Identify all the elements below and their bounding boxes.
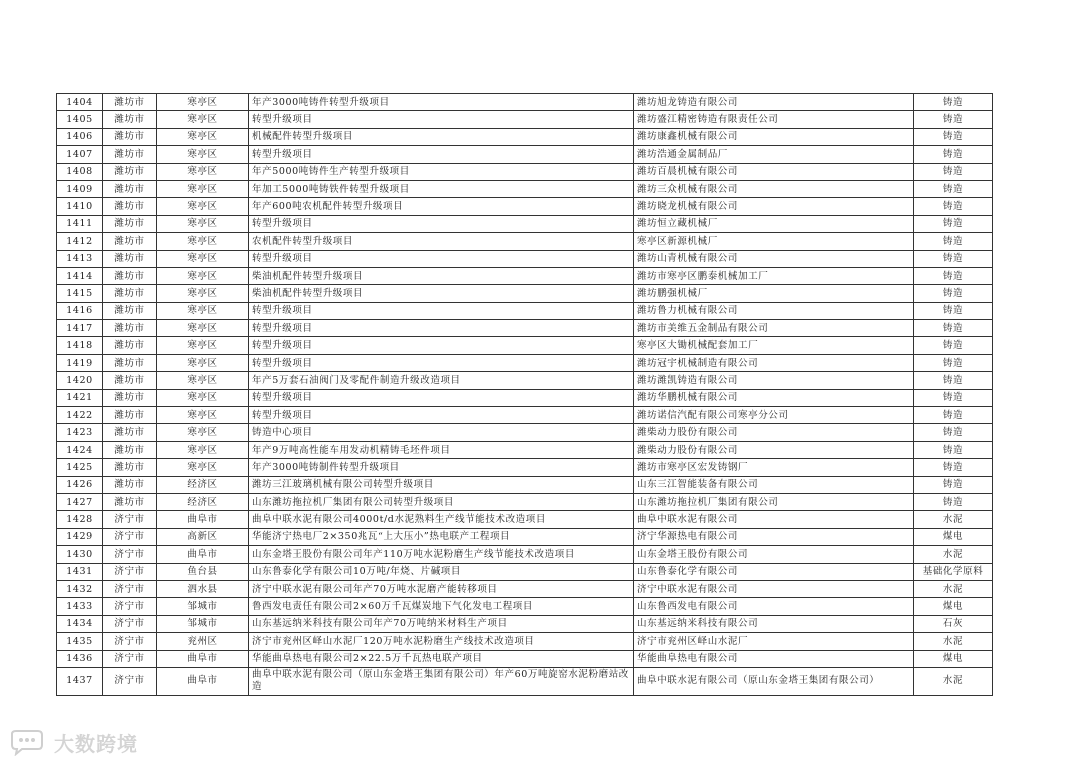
table-row	[57, 215, 993, 232]
city-cell: 济宁市	[103, 615, 157, 632]
district-cell: 寒亭区	[157, 424, 249, 441]
industry-cell: 铸造	[914, 337, 993, 354]
row-number: 1408	[57, 163, 103, 180]
district-cell: 寒亭区	[157, 250, 249, 267]
company-name-cell: 潍坊市寒亭区宏发铸钢厂	[634, 459, 914, 476]
company-name-cell: 济宁华源热电有限公司	[634, 528, 914, 545]
project-name-cell: 山东金塔王股份有限公司年产110万吨水泥粉磨生产线节能技术改造项目	[249, 546, 634, 563]
project-name-cell: 转型升级项目	[249, 146, 634, 163]
district-cell: 鱼台县	[157, 563, 249, 580]
city-cell: 潍坊市	[103, 493, 157, 510]
company-name-cell: 山东鲁西发电有限公司	[634, 598, 914, 615]
city-cell: 济宁市	[103, 511, 157, 528]
industry-cell: 铸造	[914, 250, 993, 267]
table-row	[57, 563, 993, 580]
row-number: 1423	[57, 424, 103, 441]
industry-cell: 铸造	[914, 285, 993, 302]
project-name-cell: 鲁西发电责任有限公司2×60万千瓦煤炭地下气化发电工程项目	[249, 598, 634, 615]
district-cell: 寒亭区	[157, 407, 249, 424]
project-name-cell: 铸造中心项目	[249, 424, 634, 441]
project-name-cell: 山东鲁泰化学有限公司10万吨/年烧、片碱项目	[249, 563, 634, 580]
city-cell: 济宁市	[103, 546, 157, 563]
table-row	[57, 598, 993, 615]
table-row	[57, 250, 993, 267]
project-name-cell: 转型升级项目	[249, 250, 634, 267]
company-name-cell: 潍坊三众机械有限公司	[634, 180, 914, 197]
industry-cell: 铸造	[914, 233, 993, 250]
city-cell: 潍坊市	[103, 128, 157, 145]
project-name-cell: 年产5000吨铸件生产转型升级项目	[249, 163, 634, 180]
industry-cell: 水泥	[914, 511, 993, 528]
row-number: 1420	[57, 372, 103, 389]
district-cell: 寒亭区	[157, 372, 249, 389]
table-row	[57, 528, 993, 545]
city-cell: 潍坊市	[103, 389, 157, 406]
table-row	[57, 459, 993, 476]
row-number: 1428	[57, 511, 103, 528]
row-number: 1405	[57, 111, 103, 128]
district-cell: 寒亭区	[157, 146, 249, 163]
table-row	[57, 146, 993, 163]
city-cell: 潍坊市	[103, 215, 157, 232]
project-name-cell: 山东基远纳米科技有限公司年产70万吨纳米材料生产项目	[249, 615, 634, 632]
table-row	[57, 650, 993, 667]
industry-cell: 铸造	[914, 163, 993, 180]
district-cell: 曲阜市	[157, 667, 249, 695]
district-cell: 寒亭区	[157, 267, 249, 284]
industry-cell: 铸造	[914, 198, 993, 215]
project-name-cell: 华能曲阜热电有限公司2×22.5万千瓦热电联产项目	[249, 650, 634, 667]
city-cell: 济宁市	[103, 528, 157, 545]
row-number: 1427	[57, 493, 103, 510]
table-row	[57, 180, 993, 197]
city-cell: 潍坊市	[103, 285, 157, 302]
city-cell: 济宁市	[103, 650, 157, 667]
row-number: 1410	[57, 198, 103, 215]
company-name-cell: 潍坊华鹏机械有限公司	[634, 389, 914, 406]
speech-bubble-logo-icon	[8, 730, 48, 756]
industry-cell: 水泥	[914, 633, 993, 650]
company-name-cell: 潍坊潍凯铸造有限公司	[634, 372, 914, 389]
project-name-cell: 潍坊三江玻璃机械有限公司转型升级项目	[249, 476, 634, 493]
industry-cell: 煤电	[914, 650, 993, 667]
watermark	[8, 728, 138, 757]
city-cell: 济宁市	[103, 580, 157, 597]
industry-cell: 煤电	[914, 528, 993, 545]
district-cell: 寒亭区	[157, 354, 249, 371]
row-number: 1426	[57, 476, 103, 493]
company-name-cell: 山东金塔王股份有限公司	[634, 546, 914, 563]
project-name-cell: 柴油机配件转型升级项目	[249, 285, 634, 302]
city-cell: 潍坊市	[103, 163, 157, 180]
table-row	[57, 128, 993, 145]
row-number: 1412	[57, 233, 103, 250]
company-name-cell: 济宁市兖州区峄山水泥厂	[634, 633, 914, 650]
project-name-cell: 转型升级项目	[249, 215, 634, 232]
row-number: 1436	[57, 650, 103, 667]
company-name-cell: 潍坊鲁力机械有限公司	[634, 302, 914, 319]
project-name-cell: 年产3000吨铸制件转型升级项目	[249, 459, 634, 476]
city-cell: 潍坊市	[103, 337, 157, 354]
row-number: 1406	[57, 128, 103, 145]
project-name-cell: 济宁中联水泥有限公司年产70万吨水泥磨产能转移项目	[249, 580, 634, 597]
city-cell: 潍坊市	[103, 320, 157, 337]
table-row	[57, 441, 993, 458]
city-cell: 潍坊市	[103, 459, 157, 476]
row-number: 1419	[57, 354, 103, 371]
district-cell: 邹城市	[157, 615, 249, 632]
district-cell: 寒亭区	[157, 337, 249, 354]
project-name-cell: 转型升级项目	[249, 302, 634, 319]
district-cell: 寒亭区	[157, 198, 249, 215]
industry-cell: 铸造	[914, 128, 993, 145]
industry-cell: 铸造	[914, 146, 993, 163]
project-name-cell: 柴油机配件转型升级项目	[249, 267, 634, 284]
industry-cell: 铸造	[914, 476, 993, 493]
row-number: 1432	[57, 580, 103, 597]
table-row	[57, 337, 993, 354]
company-name-cell: 寒亭区新源机械厂	[634, 233, 914, 250]
industry-cell: 铸造	[914, 180, 993, 197]
project-table	[56, 93, 993, 696]
project-name-cell: 年加工5000吨铸铁件转型升级项目	[249, 180, 634, 197]
row-number: 1407	[57, 146, 103, 163]
row-number: 1429	[57, 528, 103, 545]
company-name-cell: 潍坊市美维五金制品有限公司	[634, 320, 914, 337]
industry-cell: 铸造	[914, 94, 993, 111]
table-row	[57, 285, 993, 302]
company-name-cell: 华能曲阜热电有限公司	[634, 650, 914, 667]
project-name-cell: 曲阜中联水泥有限公司4000t/d水泥熟料生产线节能技术改造项目	[249, 511, 634, 528]
table-row	[57, 511, 993, 528]
table-row	[57, 198, 993, 215]
industry-cell: 铸造	[914, 320, 993, 337]
city-cell: 济宁市	[103, 667, 157, 695]
project-name-cell: 转型升级项目	[249, 407, 634, 424]
company-name-cell: 潍坊山青机械有限公司	[634, 250, 914, 267]
company-name-cell: 山东鲁泰化学有限公司	[634, 563, 914, 580]
city-cell: 济宁市	[103, 563, 157, 580]
industry-cell: 煤电	[914, 598, 993, 615]
company-name-cell: 山东三江智能装备有限公司	[634, 476, 914, 493]
row-number: 1422	[57, 407, 103, 424]
city-cell: 济宁市	[103, 633, 157, 650]
row-number: 1425	[57, 459, 103, 476]
industry-cell: 铸造	[914, 424, 993, 441]
city-cell: 潍坊市	[103, 372, 157, 389]
company-name-cell: 潍坊浩通金属制品厂	[634, 146, 914, 163]
table-row	[57, 407, 993, 424]
company-name-cell: 山东潍坊拖拉机厂集团有限公司	[634, 493, 914, 510]
industry-cell: 铸造	[914, 267, 993, 284]
district-cell: 寒亭区	[157, 285, 249, 302]
city-cell: 潍坊市	[103, 198, 157, 215]
company-name-cell: 潍柴动力股份有限公司	[634, 441, 914, 458]
project-name-cell: 山东潍坊拖拉机厂集团有限公司转型升级项目	[249, 493, 634, 510]
company-name-cell: 潍坊百晨机械有限公司	[634, 163, 914, 180]
project-name-cell: 华能济宁热电厂2×350兆瓦“上大压小”热电联产工程项目	[249, 528, 634, 545]
district-cell: 经济区	[157, 476, 249, 493]
industry-cell: 铸造	[914, 389, 993, 406]
district-cell: 泗水县	[157, 580, 249, 597]
company-name-cell: 济宁中联水泥有限公司	[634, 580, 914, 597]
district-cell: 曲阜市	[157, 511, 249, 528]
project-name-cell: 转型升级项目	[249, 337, 634, 354]
company-name-cell: 潍坊鹏强机械厂	[634, 285, 914, 302]
row-number: 1409	[57, 180, 103, 197]
table-row	[57, 233, 993, 250]
company-name-cell: 曲阜中联水泥有限公司	[634, 511, 914, 528]
row-number: 1414	[57, 267, 103, 284]
row-number: 1435	[57, 633, 103, 650]
industry-cell: 水泥	[914, 546, 993, 563]
project-name-cell: 年产9万吨高性能车用发动机精铸毛坯件项目	[249, 441, 634, 458]
district-cell: 寒亭区	[157, 111, 249, 128]
company-name-cell: 潍坊盛江精密铸造有限责任公司	[634, 111, 914, 128]
project-name-cell: 年产3000吨铸件转型升级项目	[249, 94, 634, 111]
city-cell: 潍坊市	[103, 267, 157, 284]
project-name-cell: 曲阜中联水泥有限公司（原山东金塔王集团有限公司）年产60万吨旋窑水泥粉磨站改造	[249, 667, 634, 695]
row-number: 1418	[57, 337, 103, 354]
industry-cell: 水泥	[914, 580, 993, 597]
company-name-cell: 潍坊晓龙机械有限公司	[634, 198, 914, 215]
row-number: 1416	[57, 302, 103, 319]
city-cell: 潍坊市	[103, 424, 157, 441]
project-name-cell: 年产5万套石油阀门及零配件制造升级改造项目	[249, 372, 634, 389]
district-cell: 兖州区	[157, 633, 249, 650]
table-row	[57, 94, 993, 111]
city-cell: 潍坊市	[103, 111, 157, 128]
industry-cell: 铸造	[914, 441, 993, 458]
project-name-cell: 转型升级项目	[249, 111, 634, 128]
row-number: 1434	[57, 615, 103, 632]
district-cell: 寒亭区	[157, 180, 249, 197]
table-row	[57, 267, 993, 284]
city-cell: 潍坊市	[103, 476, 157, 493]
industry-cell: 基础化学原料	[914, 563, 993, 580]
city-cell: 潍坊市	[103, 233, 157, 250]
city-cell: 潍坊市	[103, 94, 157, 111]
district-cell: 曲阜市	[157, 546, 249, 563]
project-name-cell: 年产600吨农机配件转型升级项目	[249, 198, 634, 215]
industry-cell: 铸造	[914, 493, 993, 510]
row-number: 1430	[57, 546, 103, 563]
row-number: 1437	[57, 667, 103, 695]
company-name-cell: 潍坊诺信汽配有限公司寒亭分公司	[634, 407, 914, 424]
row-number: 1431	[57, 563, 103, 580]
city-cell: 潍坊市	[103, 180, 157, 197]
company-name-cell: 潍坊市寒亭区鹏泰机械加工厂	[634, 267, 914, 284]
district-cell: 寒亭区	[157, 233, 249, 250]
project-name-cell: 转型升级项目	[249, 389, 634, 406]
project-table-body	[57, 94, 993, 696]
industry-cell: 铸造	[914, 111, 993, 128]
district-cell: 高新区	[157, 528, 249, 545]
city-cell: 潍坊市	[103, 354, 157, 371]
table-row	[57, 302, 993, 319]
city-cell: 潍坊市	[103, 407, 157, 424]
district-cell: 寒亭区	[157, 320, 249, 337]
industry-cell: 铸造	[914, 407, 993, 424]
project-name-cell: 转型升级项目	[249, 320, 634, 337]
project-name-cell: 济宁市兖州区峄山水泥厂120万吨水泥粉磨生产线技术改造项目	[249, 633, 634, 650]
district-cell: 寒亭区	[157, 389, 249, 406]
table-row	[57, 163, 993, 180]
table-row	[57, 546, 993, 563]
table-row	[57, 354, 993, 371]
table-row	[57, 493, 993, 510]
project-name-cell: 机械配件转型升级项目	[249, 128, 634, 145]
watermark-text: 大数跨境	[54, 732, 138, 756]
table-row	[57, 667, 993, 695]
city-cell: 潍坊市	[103, 250, 157, 267]
district-cell: 寒亭区	[157, 459, 249, 476]
company-name-cell: 曲阜中联水泥有限公司（原山东金塔王集团有限公司）	[634, 667, 914, 695]
district-cell: 寒亭区	[157, 163, 249, 180]
district-cell: 经济区	[157, 493, 249, 510]
row-number: 1404	[57, 94, 103, 111]
row-number: 1421	[57, 389, 103, 406]
company-name-cell: 潍坊旭龙铸造有限公司	[634, 94, 914, 111]
project-name-cell: 转型升级项目	[249, 354, 634, 371]
district-cell: 邹城市	[157, 598, 249, 615]
company-name-cell: 潍坊恒立藏机械厂	[634, 215, 914, 232]
table-row	[57, 615, 993, 632]
city-cell: 济宁市	[103, 598, 157, 615]
company-name-cell: 寒亭区大锄机械配套加工厂	[634, 337, 914, 354]
industry-cell: 铸造	[914, 372, 993, 389]
row-number: 1417	[57, 320, 103, 337]
company-name-cell: 山东基远纳米科技有限公司	[634, 615, 914, 632]
table-row	[57, 476, 993, 493]
industry-cell: 水泥	[914, 667, 993, 695]
table-row	[57, 580, 993, 597]
city-cell: 潍坊市	[103, 441, 157, 458]
table-row	[57, 424, 993, 441]
industry-cell: 铸造	[914, 302, 993, 319]
city-cell: 潍坊市	[103, 146, 157, 163]
company-name-cell: 潍坊冠宇机械制造有限公司	[634, 354, 914, 371]
row-number: 1413	[57, 250, 103, 267]
company-name-cell: 潍坊康鑫机械有限公司	[634, 128, 914, 145]
industry-cell: 铸造	[914, 215, 993, 232]
row-number: 1415	[57, 285, 103, 302]
company-name-cell: 潍柴动力股份有限公司	[634, 424, 914, 441]
district-cell: 寒亭区	[157, 302, 249, 319]
industry-cell: 铸造	[914, 459, 993, 476]
district-cell: 寒亭区	[157, 215, 249, 232]
table-row	[57, 372, 993, 389]
row-number: 1424	[57, 441, 103, 458]
table-row	[57, 320, 993, 337]
district-cell: 寒亭区	[157, 94, 249, 111]
city-cell: 潍坊市	[103, 302, 157, 319]
row-number: 1411	[57, 215, 103, 232]
district-cell: 曲阜市	[157, 650, 249, 667]
district-cell: 寒亭区	[157, 128, 249, 145]
district-cell: 寒亭区	[157, 441, 249, 458]
table-row	[57, 633, 993, 650]
industry-cell: 石灰	[914, 615, 993, 632]
row-number: 1433	[57, 598, 103, 615]
table-row	[57, 389, 993, 406]
industry-cell: 铸造	[914, 354, 993, 371]
project-name-cell: 农机配件转型升级项目	[249, 233, 634, 250]
table-row	[57, 111, 993, 128]
